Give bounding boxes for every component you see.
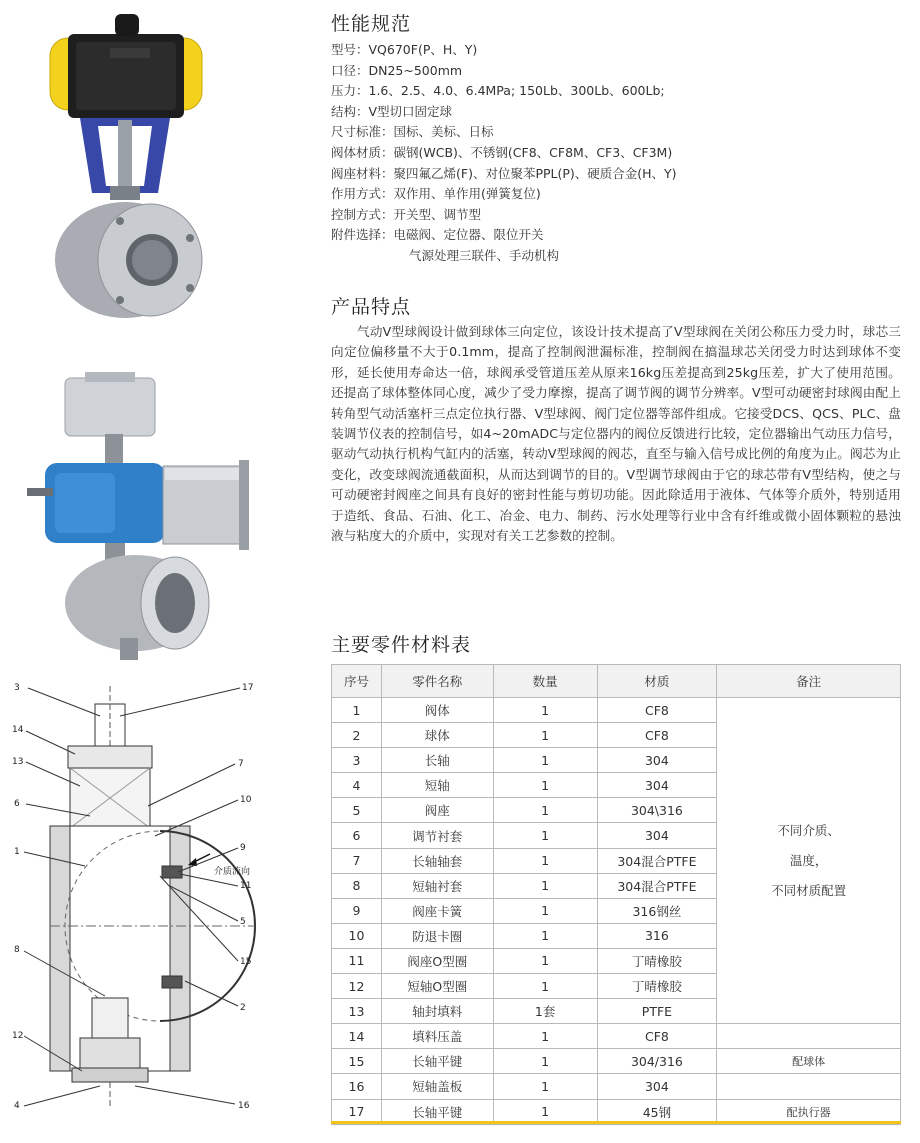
- parts-table-title: 主要零件材料表: [331, 634, 472, 656]
- spec-line-continued: 气源处理三联件、手动机构: [409, 247, 560, 263]
- cell-material: 304: [597, 1074, 717, 1099]
- cell-no: 10: [332, 923, 382, 948]
- valve-photo-blue-actuator: [25, 368, 250, 668]
- cell-part-name: 短轴: [381, 773, 493, 798]
- features-title: 产品特点: [331, 296, 412, 318]
- cell-material: PTFE: [597, 999, 717, 1024]
- cell-no: 13: [332, 999, 382, 1024]
- cell-qty: 1: [493, 948, 597, 973]
- spec-line: 阀体材质：碳钢(WCB)、不锈钢(CF8、CF8M、CF3、CF3M): [331, 144, 673, 160]
- callout-17: 17: [242, 683, 254, 693]
- header-remark: 备注: [717, 665, 901, 698]
- table-bottom-accent: [331, 1121, 901, 1124]
- cell-material: 丁晴橡胶: [597, 974, 717, 999]
- spec-line: 结构：V型切口固定球: [331, 103, 453, 119]
- cell-no: 14: [332, 1024, 382, 1049]
- cell-no: 9: [332, 898, 382, 923]
- cell-no: 7: [332, 848, 382, 873]
- callout-5: 5: [240, 917, 246, 927]
- cell-qty: 1: [493, 1049, 597, 1074]
- cell-material: 316: [597, 923, 717, 948]
- callout-11: 11: [240, 881, 252, 891]
- cell-material: 304: [597, 823, 717, 848]
- cell-qty: 1: [493, 898, 597, 923]
- cell-material: 304混合PTFE: [597, 873, 717, 898]
- table-header-row: [332, 665, 901, 698]
- cell-part-name: 阀体: [381, 698, 493, 723]
- cell-qty: 1套: [493, 999, 597, 1024]
- header-no: 序号: [332, 665, 382, 698]
- cell-remark: [717, 1074, 901, 1099]
- spec-line: 压力：1.6、2.5、4.0、6.4MPa; 150Lb、300Lb、600Lb;: [331, 83, 665, 99]
- cell-part-name: 长轴轴套: [381, 848, 493, 873]
- cell-part-name: 调节衬套: [381, 823, 493, 848]
- cell-part-name: 球体: [381, 723, 493, 748]
- callout-9: 9: [240, 843, 246, 853]
- spec-line: 尺寸标准：国标、美标、日标: [331, 124, 494, 140]
- cell-part-name: 防退卡圈: [381, 923, 493, 948]
- table-row: [332, 1074, 901, 1099]
- cell-material: 316钢丝: [597, 898, 717, 923]
- cell-part-name: 轴封填料: [381, 999, 493, 1024]
- cell-no: 12: [332, 974, 382, 999]
- cell-material: 304/316: [597, 1049, 717, 1074]
- cell-material: CF8: [597, 1024, 717, 1049]
- cell-no: 5: [332, 798, 382, 823]
- callout-16: 16: [238, 1101, 250, 1111]
- cell-no: 17: [332, 1099, 382, 1124]
- cell-qty: 1: [493, 798, 597, 823]
- header-part-name: 零件名称: [381, 665, 493, 698]
- cell-qty: 1: [493, 1074, 597, 1099]
- table-row: [332, 1024, 901, 1049]
- spec-line: 作用方式：双作用、单作用(弹簧复位): [331, 186, 541, 202]
- cell-qty: 1: [493, 773, 597, 798]
- cell-no: 6: [332, 823, 382, 848]
- cell-qty: 1: [493, 823, 597, 848]
- callout-13: 13: [12, 757, 24, 767]
- spec-line: 附件选择：电磁阀、定位器、限位开关: [331, 227, 544, 243]
- spec-line: 口径：DN25~500mm: [331, 62, 463, 78]
- cell-part-name: 短轴衬套: [381, 873, 493, 898]
- spec-line: 型号：VQ670F(P、H、Y): [331, 42, 478, 57]
- cell-no: 11: [332, 948, 382, 973]
- cell-remark: [717, 1024, 901, 1049]
- flow-direction-label: 介质流向: [214, 867, 251, 877]
- valve-photo-yellow-actuator: [40, 8, 210, 323]
- specs-list: [331, 40, 901, 267]
- cell-remark-merged: [717, 698, 901, 1024]
- cell-no: 16: [332, 1074, 382, 1099]
- cell-no: 1: [332, 698, 382, 723]
- cell-part-name: 阀座卡簧: [381, 898, 493, 923]
- cell-part-name: 填料压盖: [381, 1024, 493, 1049]
- cell-material: 304混合PTFE: [597, 848, 717, 873]
- cell-qty: 1: [493, 748, 597, 773]
- callout-10: 10: [240, 795, 252, 805]
- features-text: 气动V型球阀设计做到球体三向定位，该设计技术提高了V型球阀在关闭公称压力受力时，球芯三向定位偏移量不大于0.1mm，提高了控制阀泄漏标准，控制阀在搞温球芯关闭受力时达到球体不变形，延长使用寿命达一倍，球阀承受管道压差从原来16kg压差提高到25kg压差，扩大了使用范围。还提高了球体整体同心度，减少了受力摩擦，提高了调节阀的调节分辨率。V型可动硬密封球阀由配上转角型气动活塞杆三点定位执行器、V型球阀、阀门定位器等部件组成。它接受DCS、QCS、PLC、盘装调节仪表的控制信号，如4~20mADC与定位器内的阀位反馈进行比较，定位器输出气动压力信号，驱动气动执行机构气缸内的活塞，转动V型球阀的阀芯，直至与输入信号成比例的角度为止。阀芯为止变化，改变球阀流通截面积，从而达到调节的目的。V型调节球阀由于它的球芯带有V型结构，使之与可动硬密封阀座之间具有良好的密封性能与剪切功能。因此除适用于液体、气体等介质外，特别适用于造纸、食品、石油、化工、冶金、电力、制药、污水处理等行业中含有纤维或微小固体颗粒的悬浊液与粘度大的介质中，实现对有关工艺参数的控制。: [331, 324, 901, 544]
- callout-14: 14: [12, 725, 24, 735]
- callout-8: 8: [14, 945, 20, 955]
- parts-table: [331, 664, 901, 1125]
- cell-material: 丁晴橡胶: [597, 948, 717, 973]
- cell-no: 4: [332, 773, 382, 798]
- header-material: 材质: [597, 665, 717, 698]
- spec-line: 阀座材料：聚四氟乙烯(F)、对位聚苯PPL(P)、硬质合金(H、Y): [331, 165, 677, 181]
- cell-material: CF8: [597, 698, 717, 723]
- callout-12: 12: [12, 1031, 24, 1041]
- cell-material: 304: [597, 748, 717, 773]
- cell-material: CF8: [597, 723, 717, 748]
- callout-2: 2: [240, 1003, 246, 1013]
- callout-3: 3: [14, 683, 20, 693]
- cell-qty: 1: [493, 873, 597, 898]
- cell-material: 304: [597, 773, 717, 798]
- remark-line: 不同介质、: [777, 822, 840, 838]
- cell-part-name: 阀座O型圈: [381, 948, 493, 973]
- cell-no: 8: [332, 873, 382, 898]
- cell-part-name: 短轴盖板: [381, 1074, 493, 1099]
- callout-6: 6: [14, 799, 20, 809]
- specs-title: 性能规范: [331, 13, 412, 35]
- cell-part-name: 长轴平键: [381, 1099, 493, 1124]
- cell-remark: 配执行器: [717, 1099, 901, 1124]
- cell-material: 45钢: [597, 1099, 717, 1124]
- cell-no: 3: [332, 748, 382, 773]
- cell-qty: 1: [493, 848, 597, 873]
- table-row: [332, 698, 901, 723]
- callout-15: 15: [240, 957, 252, 967]
- header-qty: 数量: [493, 665, 597, 698]
- cell-part-name: 长轴: [381, 748, 493, 773]
- cell-no: 2: [332, 723, 382, 748]
- cell-qty: 1: [493, 923, 597, 948]
- spec-line: 控制方式：开关型、调节型: [331, 206, 482, 222]
- cell-remark: 配球体: [717, 1049, 901, 1074]
- cell-qty: 1: [493, 723, 597, 748]
- callout-4: 4: [14, 1101, 20, 1111]
- cell-qty: 1: [493, 698, 597, 723]
- cell-part-name: 阀座: [381, 798, 493, 823]
- cell-part-name: 短轴O型圈: [381, 974, 493, 999]
- cell-qty: 1: [493, 974, 597, 999]
- cell-no: 15: [332, 1049, 382, 1074]
- remark-line: 不同材质配置: [771, 882, 847, 898]
- callout-1: 1: [14, 847, 20, 857]
- cell-part-name: 长轴平键: [381, 1049, 493, 1074]
- cell-material: 304\316: [597, 798, 717, 823]
- remark-line: 温度，: [789, 852, 828, 868]
- valve-cross-section-diagram: [10, 676, 330, 1116]
- table-row: [332, 1049, 901, 1074]
- callout-7: 7: [238, 759, 244, 769]
- cell-qty: 1: [493, 1099, 597, 1124]
- cell-qty: 1: [493, 1024, 597, 1049]
